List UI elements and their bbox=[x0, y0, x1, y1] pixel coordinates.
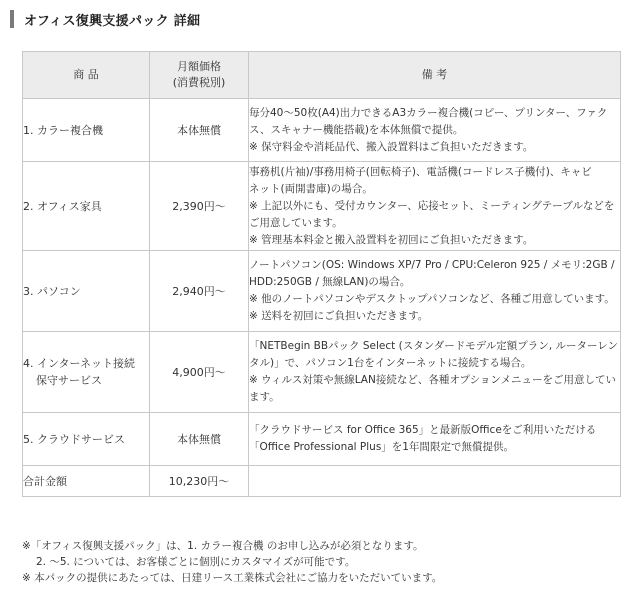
pack-detail-table bbox=[22, 51, 621, 497]
product-note bbox=[249, 251, 621, 332]
product-name bbox=[23, 332, 150, 413]
section-title-bar bbox=[6, 6, 626, 32]
table-row bbox=[23, 332, 621, 413]
note-line: ※ 他のノートパソコンやデスクトップパソコンなど、各種ご用意しています。 bbox=[249, 293, 615, 305]
note-line: ス、スキャナー機能搭載)を本体無償で提供。 bbox=[249, 123, 464, 136]
product-price: 2,940円～ bbox=[150, 251, 249, 332]
table-row bbox=[23, 99, 621, 162]
product-name-line2: 保守サービス bbox=[36, 374, 102, 387]
product-note bbox=[249, 162, 621, 251]
footnotes bbox=[22, 538, 622, 586]
product-price: 4,900円～ bbox=[150, 332, 249, 413]
table-header-row bbox=[23, 52, 621, 99]
page-title: オフィス復興支援パック 詳細 bbox=[24, 13, 201, 29]
footnote: 2. ～5. については、お客様ごとに個別にカスタマイズが可能です。 bbox=[36, 556, 356, 568]
product-name: 2. オフィス家具 bbox=[23, 162, 150, 251]
product-note bbox=[249, 413, 621, 466]
note-line: ※ ウィルス対策や無線LAN接続など、各種オプションメニューをご用意してい bbox=[249, 374, 617, 386]
table-row bbox=[23, 162, 621, 251]
note-line: 「NETBegin BBパック Select (スタンダードモデル定額プラン, ルーターレン bbox=[249, 340, 618, 352]
note-line: 毎分40～50枚(A4)出力できるA3カラー複合機(コピー、プリンター、ファク bbox=[249, 106, 608, 119]
note-line: ※ 送料を初回にご負担いただきます。 bbox=[249, 310, 429, 322]
total-note-empty bbox=[249, 466, 621, 497]
note-line: 「クラウドサービス for Office 365」と最新版Officeをご利用いただける bbox=[249, 424, 597, 436]
product-note bbox=[249, 99, 621, 162]
note-line: ご用意しています。 bbox=[249, 216, 343, 229]
note-line: ※ 上記以外にも、受付カウンター、応接セット、ミーティングテーブルなどを bbox=[249, 199, 615, 212]
product-price: 本体無償 bbox=[150, 99, 249, 162]
product-name-line1: 4. インターネット接続 bbox=[23, 357, 136, 370]
product-note bbox=[249, 332, 621, 413]
footnote: ※ 本パックの提供にあたっては、日建リース工業株式会社にご協力をいただいています。 bbox=[22, 572, 443, 584]
product-name: 1. カラー複合機 bbox=[23, 99, 150, 162]
title-marker bbox=[10, 10, 14, 28]
note-line: ます。 bbox=[249, 391, 280, 403]
note-line: ※ 保守料金や消耗品代、搬入設置料はご負担いただきます。 bbox=[249, 140, 534, 153]
note-line: ※ 管理基本料金と搬入設置料を初回にご負担いただきます。 bbox=[249, 233, 534, 246]
header-price-line2: (消費税別) bbox=[172, 76, 226, 89]
table-row bbox=[23, 413, 621, 466]
note-line: ノートパソコン(OS: Windows XP/7 Pro / CPU:Celeron 925 / メモリ:2GB / bbox=[249, 259, 615, 271]
note-line: タル)」で、パソコン1台をインターネットに接続する場合。 bbox=[249, 357, 532, 369]
header-note: 備 考 bbox=[249, 52, 621, 99]
footnote: ※「オフィス復興支援パック」は、1. カラー複合機 のお申し込みが必須となります。 bbox=[22, 540, 424, 552]
note-line: HDD:250GB / 無線LAN)の場合。 bbox=[249, 276, 411, 288]
total-price: 10,230円～ bbox=[150, 466, 249, 497]
note-line: 事務机(片袖)/事務用椅子(回転椅子)、電話機(コードレス子機付)、キャビ bbox=[249, 165, 592, 178]
product-name: 3. パソコン bbox=[23, 251, 150, 332]
total-row bbox=[23, 466, 621, 497]
product-name: 5. クラウドサービス bbox=[23, 413, 150, 466]
header-price bbox=[150, 52, 249, 99]
note-line: ネット(両開書庫)の場合。 bbox=[249, 182, 373, 195]
header-price-line1: 月額価格 bbox=[177, 60, 221, 73]
total-label: 合計金額 bbox=[23, 466, 150, 497]
header-product: 商 品 bbox=[23, 52, 150, 99]
table-row bbox=[23, 251, 621, 332]
product-price: 本体無償 bbox=[150, 413, 249, 466]
note-line: 「Office Professional Plus」を1年間限定で無償提供。 bbox=[249, 441, 514, 453]
product-price: 2,390円～ bbox=[150, 162, 249, 251]
